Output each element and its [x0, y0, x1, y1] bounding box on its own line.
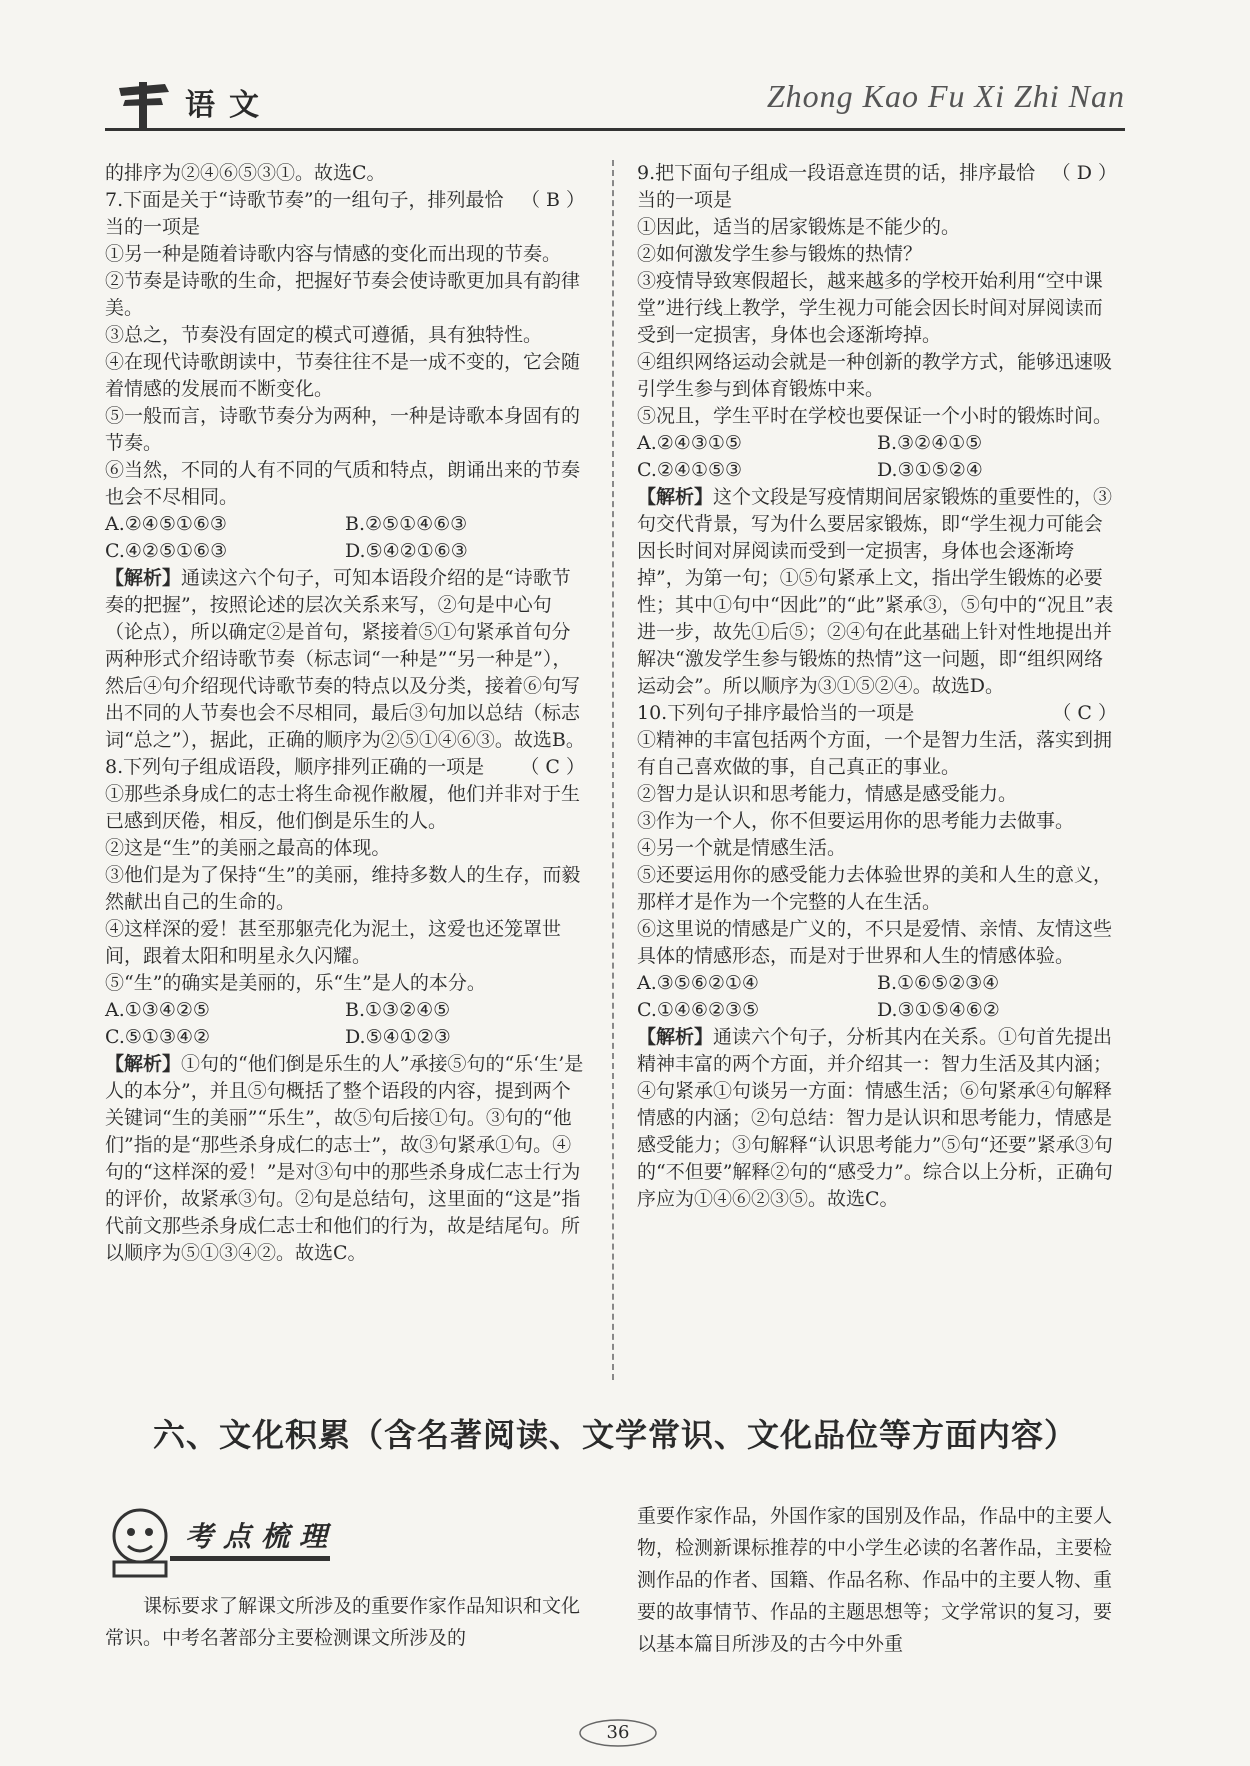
series-title: Zhong Kao Fu Xi Zhi Nan — [766, 78, 1125, 114]
question-10 — [637, 700, 1117, 1213]
analysis-tag: 【解析】 — [637, 486, 714, 508]
q9-item: ⑤况且，学生平时在学校也要保证一个小时的锻炼时间。 — [637, 405, 1113, 427]
intro-line: 的排序为②④⑥⑤③①。故选C。 — [105, 162, 386, 184]
analysis-tag: 【解析】 — [637, 1026, 714, 1048]
column-divider — [612, 160, 614, 1380]
page-number-text: 36 — [606, 1722, 630, 1743]
q8-option-d: D.⑤④①②③ — [345, 1026, 451, 1048]
q9-answer: （ D ） — [1051, 162, 1117, 184]
q10-option-a: A.③⑤⑥②①④ — [637, 972, 759, 994]
q8-item: ⑤“生”的确实是美丽的，乐“生”是人的本分。 — [105, 972, 486, 994]
q8-options-row — [105, 997, 585, 1024]
q9-item: ③疫情导致寒假超长，越来越多的学校开始利用“空中课堂”进行线上教学，学生视力可能会因长时间对屏阅读而受到一定损害，身体也会逐渐垮掉。 — [637, 270, 1103, 346]
signpost-icon — [115, 74, 171, 130]
q10-options-row — [637, 970, 1117, 997]
bottom-right-text: 重要作家作品，外国作家的国别及作品，作品中的主要人物，检测新课标推荐的中小学生必读的名著作品，主要检测作品的作者、国籍、作品名称、作品中的主要人物、重要的故事情节、作品的主题思想等；文学常识的复习，要以基本篇目所涉及的古今中外重 — [637, 1505, 1113, 1655]
q8-item: ④这样深的爱！甚至那躯壳化为泥土，这爱也还笼罩世间，跟着太阳和明星永久闪耀。 — [105, 918, 562, 967]
q7-item: ③总之，节奏没有固定的模式可遵循，具有独特性。 — [105, 324, 543, 346]
q9-option-d: D.③①⑤②④ — [877, 459, 983, 481]
q8-answer: （ C ） — [520, 756, 585, 778]
q10-item: ④另一个就是情感生活。 — [637, 837, 847, 859]
q9-item: ②如何激发学生参与锻炼的热情？ — [637, 243, 923, 265]
q9-option-c: C.②④①⑤③ — [637, 459, 743, 481]
q10-item: ⑥这里说的情感是广义的，不只是爱情、亲情、友情这些具体的情感形态，而是对于世界和人生的情感体验。 — [637, 918, 1113, 967]
q9-analysis — [637, 484, 1117, 700]
q8-item: ①那些杀身成仁的志士将生命视作敝履，他们并非对于生已感到厌倦，相反，他们倒是乐生的人。 — [105, 783, 581, 832]
q7-option-d: D.⑤④②①⑥③ — [345, 540, 468, 562]
q10-item: ①精神的丰富包括两个方面，一个是智力生活，落实到拥有自己喜欢做的事，自己真正的事业。 — [637, 729, 1113, 778]
q9-options-row — [637, 457, 1117, 484]
q9-option-a: A.②④③①⑤ — [637, 432, 742, 454]
q10-option-c: C.①④⑥②③⑤ — [637, 999, 760, 1021]
left-column — [105, 160, 585, 1267]
q10-option-d: D.③①⑤④⑥② — [877, 999, 1000, 1021]
q7-answer: （ B ） — [520, 189, 585, 211]
q7-option-c: C.④②⑤①⑥③ — [105, 540, 228, 562]
q7-item: ④在现代诗歌朗读中，节奏往往不是一成不变的，它会随着情感的发展而不断变化。 — [105, 351, 581, 400]
analysis-text: 通读六个句子，分析其内在关系。①句首先提出精神丰富的两个方面，并介绍其一：智力生活及其内涵；④句紧承①句谈另一方面：情感生活；⑥句紧承④句解释情感的内涵；②句总结：智力是认识和思考能力，情感是感受能力；③句解释“认识思考能力”⑤句“还要”紧承③句的“不但要”解释②句的“感受力”。综合以上分析，正确句序应为①④⑥②③⑤。故选C。 — [637, 1026, 1113, 1210]
q8-item: ②这是“生”的美丽之最高的体现。 — [105, 837, 391, 859]
q10-option-b: B.①⑥⑤②③④ — [877, 972, 1000, 994]
q8-option-a: A.①③④②⑤ — [105, 999, 210, 1021]
q7-item: ⑥当然，不同的人有不同的气质和特点，朗诵出来的节奏也会不尽相同。 — [105, 459, 581, 508]
q7-option-a: A.②④⑤①⑥③ — [105, 513, 227, 535]
q8-option-b: B.①③②④⑤ — [345, 999, 451, 1021]
q7-stem: 7.下面是关于“诗歌节奏”的一组句子，排列最恰当的一项是 — [105, 189, 504, 238]
q10-stem: 10.下列句子排序最恰当的一项是 — [637, 702, 915, 724]
question-8 — [105, 754, 585, 1267]
right-column — [637, 160, 1117, 1213]
q9-item: ④组织网络运动会就是一种创新的教学方式，能够迅速吸引学生参与到体育锻炼中来。 — [637, 351, 1113, 400]
header-rule — [105, 128, 1125, 131]
q8-stem: 8.下列句子组成语段，顺序排列正确的一项是 — [105, 756, 485, 778]
q7-item: ⑤一般而言，诗歌节奏分为两种，一种是诗歌本身固有的节奏。 — [105, 405, 581, 454]
section-title: 六、文化积累（含名著阅读、文学常识、文化品位等方面内容） — [152, 1416, 1077, 1454]
q10-item: ②智力是认识和思考能力，情感是感受能力。 — [637, 783, 1018, 805]
question-7 — [105, 187, 585, 754]
q9-option-b: B.③②④①⑤ — [877, 432, 983, 454]
q10-item: ⑤还要运用你的感受能力去体验世界的美和人生的意义，那样才是作为一个完整的人在生活。 — [637, 864, 1113, 913]
q10-options-row — [637, 997, 1117, 1024]
q9-options-row — [637, 430, 1117, 457]
analysis-text: 通读这六个句子，可知本语段介绍的是“诗歌节奏的把握”，按照论述的层次关系来写，②句是中心句（论点），所以确定②是首句，紧接着⑤①句紧承首句分两种形式介绍诗歌节奏（标志词“一种是”“另一种是”），然后④句介绍现代诗歌节奏的特点以及分类，接着⑥句写出不同的人节奏也会不尽相同，最后③句加以总结（标志词“总之”），据此，正确的顺序为②⑤①④⑥③。故选B。 — [105, 567, 585, 751]
analysis-tag: 【解析】 — [105, 1053, 182, 1075]
analysis-text: 这个文段是写疫情期间居家锻炼的重要性的，③句交代背景，写为什么要居家锻炼，即“学生视力可能会因长时间对屏阅读而受到一定损害，身体也会逐渐垮掉”，为第一句；①⑤句紧承上文，指出学生锻炼的必要性；其中①句中“因此”的“此”紧承③，⑤句中的“况且”表进一步，故先①后⑤；②④句在此基础上针对性地提出并解决“激发学生参与锻炼的热情”这一问题，即“组织网络运动会”。所以顺序为③①⑤②④。故选D。 — [637, 486, 1114, 697]
q7-options-row — [105, 538, 585, 565]
q10-item: ③作为一个人，你不但要运用你的思考能力去做事。 — [637, 810, 1075, 832]
q7-analysis — [105, 565, 585, 754]
q8-option-c: C.⑤①③④② — [105, 1026, 211, 1048]
subject-title: 语文 — [185, 88, 273, 123]
q8-analysis — [105, 1051, 585, 1267]
q7-item: ①另一种是随着诗歌内容与情感的变化而出现的节奏。 — [105, 243, 562, 265]
q8-item: ③他们是为了保持“生”的美丽，维持多数人的生存，而毅然献出自己的生命的。 — [105, 864, 581, 913]
q7-option-b: B.②⑤①④⑥③ — [345, 513, 468, 535]
q8-options-row — [105, 1024, 585, 1051]
q7-item: ②节奏是诗歌的生命，把握好节奏会使诗歌更加具有韵律美。 — [105, 270, 581, 319]
bottom-left-text: 课标要求了解课文所涉及的重要作家作品知识和文化常识。中考名著部分主要检测课文所涉及的 — [105, 1595, 581, 1649]
question-9 — [637, 160, 1117, 700]
q10-analysis — [637, 1024, 1117, 1213]
page-header — [105, 72, 1125, 130]
q9-item: ①因此，适当的居家锻炼是不能少的。 — [637, 216, 961, 238]
analysis-tag: 【解析】 — [105, 567, 182, 589]
q9-stem: 9.把下面句子组成一段语意连贯的话，排序最恰当的一项是 — [637, 162, 1036, 211]
page-number — [578, 1718, 658, 1748]
q7-options-row — [105, 511, 585, 538]
badge-label: 考点梳理 — [185, 1520, 338, 1553]
q10-answer: （ C ） — [1052, 702, 1117, 724]
analysis-text: ①句的“他们倒是乐生的人”承接⑤句的“乐‘生’是人的本分”，并且⑤句概括了整个语段的内容，提到两个关键词“生的美丽”“乐生”，故⑤句后接①句。③句的“他们”指的是“那些杀身成仁的志士”，故③句紧承①句。④句的“这样深的爱！”是对③句中的那些杀身成仁志士行为的评价，故紧承③句。②句是总结句，这里面的“这是”指代前文那些杀身成仁志士和他们的行为，故是结尾句。所以顺序为⑤①③④②。故选C。 — [105, 1053, 584, 1264]
